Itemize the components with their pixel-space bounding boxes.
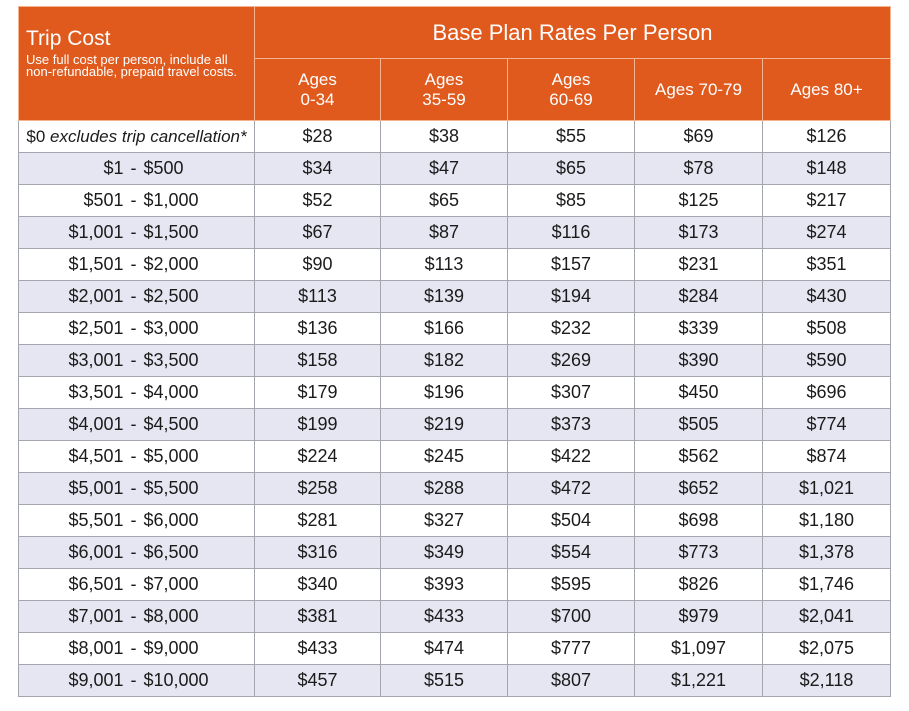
- trip-cost-note: Use full cost per person, include all non-refundable, prepaid travel costs.: [26, 52, 238, 79]
- range-separator: -: [130, 606, 137, 626]
- range-high: $6,500: [143, 542, 199, 562]
- age-column-header: Ages 60-69: [508, 59, 635, 121]
- range-high: $4,000: [143, 382, 199, 402]
- age-column-header: Ages 80+: [763, 59, 891, 121]
- trip-cost-range: [19, 222, 254, 243]
- trip-cost-cell: [19, 121, 255, 153]
- base-plan-rates-header: Base Plan Rates Per Person: [255, 7, 891, 59]
- table-row: [19, 249, 891, 281]
- rate-cell: $826: [635, 569, 763, 601]
- rate-cell: $327: [381, 505, 508, 537]
- range-high: $7,000: [143, 574, 199, 594]
- range-high: $6,000: [143, 510, 199, 530]
- rate-cell: $1,180: [763, 505, 891, 537]
- rate-cell: $194: [508, 281, 635, 313]
- trip-cost-cell: [19, 665, 255, 697]
- range-high: $3,500: [143, 350, 199, 370]
- range-low: $7,001: [68, 606, 124, 626]
- rate-cell: $199: [255, 409, 381, 441]
- range-separator: -: [130, 158, 137, 178]
- range-separator: -: [130, 318, 137, 338]
- trip-cost-range: [19, 414, 254, 435]
- rate-cell: $217: [763, 185, 891, 217]
- range-low: $5,501: [68, 510, 124, 530]
- trip-cost-cell: [19, 185, 255, 217]
- rate-cell: $34: [255, 153, 381, 185]
- rate-cell: $433: [255, 633, 381, 665]
- trip-cost-cell: [19, 281, 255, 313]
- rate-cell: $504: [508, 505, 635, 537]
- rate-cell: $158: [255, 345, 381, 377]
- rate-cell: $472: [508, 473, 635, 505]
- trip-cost-range: [19, 478, 254, 499]
- rate-cell: $316: [255, 537, 381, 569]
- rate-cell: $433: [381, 601, 508, 633]
- table-body: [19, 121, 891, 697]
- table-row: [19, 441, 891, 473]
- trip-cost-cell: [19, 313, 255, 345]
- rate-cell: $179: [255, 377, 381, 409]
- rate-cell: $1,097: [635, 633, 763, 665]
- range-separator: -: [130, 542, 137, 562]
- range-low: $8,001: [68, 638, 124, 658]
- rate-cell: $1,221: [635, 665, 763, 697]
- rate-cell: $773: [635, 537, 763, 569]
- table-row: [19, 217, 891, 249]
- rate-cell: $351: [763, 249, 891, 281]
- trip-cost-cell: [19, 441, 255, 473]
- table-row: [19, 505, 891, 537]
- rate-cell: $430: [763, 281, 891, 313]
- rate-cell: $245: [381, 441, 508, 473]
- rate-cell: $595: [508, 569, 635, 601]
- table-row: [19, 121, 891, 153]
- rate-cell: $157: [508, 249, 635, 281]
- zero-trip-cost-note: excludes trip cancellation*: [45, 126, 247, 146]
- rate-cell: $874: [763, 441, 891, 473]
- rate-cell: $562: [635, 441, 763, 473]
- range-separator: -: [130, 414, 137, 434]
- trip-cost-range: [19, 190, 254, 211]
- trip-cost-cell: [19, 249, 255, 281]
- rate-cell: $422: [508, 441, 635, 473]
- trip-cost-cell: [19, 505, 255, 537]
- rate-cell: $232: [508, 313, 635, 345]
- rate-cell: $2,041: [763, 601, 891, 633]
- range-low: $2,501: [68, 318, 124, 338]
- age-column-header: Ages 35-59: [381, 59, 508, 121]
- rate-cell: $281: [255, 505, 381, 537]
- rate-cell: $224: [255, 441, 381, 473]
- trip-cost-cell: [19, 153, 255, 185]
- range-high: $500: [143, 158, 184, 178]
- rate-cell: $700: [508, 601, 635, 633]
- table-row: [19, 665, 891, 697]
- rate-cell: $457: [255, 665, 381, 697]
- range-high: $3,000: [143, 318, 199, 338]
- range-separator: -: [130, 286, 137, 306]
- rate-cell: $274: [763, 217, 891, 249]
- rate-cell: $1,746: [763, 569, 891, 601]
- rate-cell: $393: [381, 569, 508, 601]
- range-separator: -: [130, 190, 137, 210]
- trip-cost-title: Trip Cost: [26, 27, 111, 50]
- range-low: $9,001: [68, 670, 124, 690]
- table-row: [19, 473, 891, 505]
- trip-cost-range: [19, 318, 254, 339]
- range-low: $4,501: [68, 446, 124, 466]
- rate-cell: $113: [255, 281, 381, 313]
- range-high: $10,000: [143, 670, 209, 690]
- range-high: $1,000: [143, 190, 199, 210]
- range-separator: -: [130, 670, 137, 690]
- rate-cell: $139: [381, 281, 508, 313]
- rate-cell: $590: [763, 345, 891, 377]
- trip-cost-range: [19, 286, 254, 307]
- range-high: $2,000: [143, 254, 199, 274]
- rate-cell: $125: [635, 185, 763, 217]
- range-low: $1,501: [68, 254, 124, 274]
- range-low: $3,501: [68, 382, 124, 402]
- rate-cell: $85: [508, 185, 635, 217]
- rate-cell: $90: [255, 249, 381, 281]
- rate-cell: $78: [635, 153, 763, 185]
- range-low: $1,001: [68, 222, 124, 242]
- trip-cost-cell: [19, 601, 255, 633]
- range-separator: -: [130, 478, 137, 498]
- rate-cell: $339: [635, 313, 763, 345]
- range-separator: -: [130, 574, 137, 594]
- trip-cost-range: [19, 158, 254, 179]
- range-high: $5,000: [143, 446, 199, 466]
- rate-cell: $52: [255, 185, 381, 217]
- trip-cost-cell: [19, 633, 255, 665]
- rate-cell: $390: [635, 345, 763, 377]
- table-row: [19, 409, 891, 441]
- rate-cell: $116: [508, 217, 635, 249]
- age-column-header: Ages 0-34: [255, 59, 381, 121]
- range-high: $4,500: [143, 414, 199, 434]
- rate-cell: $284: [635, 281, 763, 313]
- rate-cell: $554: [508, 537, 635, 569]
- trip-cost-header: [19, 7, 255, 121]
- range-low: $501: [83, 190, 124, 210]
- rate-cell: $38: [381, 121, 508, 153]
- rate-cell: $1,378: [763, 537, 891, 569]
- range-low: $5,001: [68, 478, 124, 498]
- rate-cell: $340: [255, 569, 381, 601]
- table-row: [19, 281, 891, 313]
- rate-cell: $28: [255, 121, 381, 153]
- range-high: $9,000: [143, 638, 199, 658]
- rate-cell: $807: [508, 665, 635, 697]
- trip-cost-range: [19, 542, 254, 563]
- range-separator: -: [130, 638, 137, 658]
- rate-cell: $979: [635, 601, 763, 633]
- rate-cell: $515: [381, 665, 508, 697]
- range-low: $2,001: [68, 286, 124, 306]
- range-low: $1: [103, 158, 124, 178]
- rate-cell: $381: [255, 601, 381, 633]
- rate-cell: $474: [381, 633, 508, 665]
- table-row: [19, 569, 891, 601]
- rate-cell: $450: [635, 377, 763, 409]
- rate-cell: $652: [635, 473, 763, 505]
- range-high: $1,500: [143, 222, 199, 242]
- table-row: [19, 377, 891, 409]
- range-separator: -: [130, 254, 137, 274]
- trip-cost-cell: [19, 377, 255, 409]
- rate-cell: $196: [381, 377, 508, 409]
- age-column-header: Ages 70-79: [635, 59, 763, 121]
- rate-cell: $182: [381, 345, 508, 377]
- trip-cost-cell: [19, 409, 255, 441]
- range-high: $2,500: [143, 286, 199, 306]
- rate-cell: $258: [255, 473, 381, 505]
- zero-trip-cost: $0: [26, 126, 46, 146]
- trip-cost-cell: [19, 569, 255, 601]
- rate-cell: $55: [508, 121, 635, 153]
- range-low: $6,501: [68, 574, 124, 594]
- rate-cell: $777: [508, 633, 635, 665]
- range-high: $5,500: [143, 478, 199, 498]
- rate-cell: $288: [381, 473, 508, 505]
- trip-cost-cell: [19, 473, 255, 505]
- table-row: [19, 153, 891, 185]
- rate-cell: $87: [381, 217, 508, 249]
- table-row: [19, 537, 891, 569]
- trip-cost-range: [19, 254, 254, 275]
- trip-cost-range: [19, 350, 254, 371]
- rate-cell: $148: [763, 153, 891, 185]
- trip-cost-range: [19, 446, 254, 467]
- trip-cost-cell: [19, 217, 255, 249]
- rate-cell: $2,118: [763, 665, 891, 697]
- rate-cell: $2,075: [763, 633, 891, 665]
- range-separator: -: [130, 382, 137, 402]
- range-low: $4,001: [68, 414, 124, 434]
- trip-cost-range: [19, 606, 254, 627]
- table-header: [19, 7, 891, 121]
- trip-cost-range: [19, 638, 254, 659]
- range-separator: -: [130, 510, 137, 530]
- rate-cell: $508: [763, 313, 891, 345]
- table-row: [19, 633, 891, 665]
- range-low: $3,001: [68, 350, 124, 370]
- rate-cell: $173: [635, 217, 763, 249]
- trip-cost-range: [19, 574, 254, 595]
- rate-cell: $136: [255, 313, 381, 345]
- rate-table-container: [18, 6, 890, 697]
- rate-cell: $373: [508, 409, 635, 441]
- rate-cell: $774: [763, 409, 891, 441]
- range-separator: -: [130, 222, 137, 242]
- rate-cell: $69: [635, 121, 763, 153]
- range-separator: -: [130, 350, 137, 370]
- rate-cell: $696: [763, 377, 891, 409]
- trip-cost-range: [19, 670, 254, 691]
- rate-cell: $113: [381, 249, 508, 281]
- table-row: [19, 601, 891, 633]
- range-separator: -: [130, 446, 137, 466]
- rate-cell: $698: [635, 505, 763, 537]
- rate-cell: $65: [508, 153, 635, 185]
- rate-cell: $126: [763, 121, 891, 153]
- table-row: [19, 185, 891, 217]
- rate-cell: $67: [255, 217, 381, 249]
- rate-cell: $1,021: [763, 473, 891, 505]
- rate-cell: $269: [508, 345, 635, 377]
- rate-cell: $231: [635, 249, 763, 281]
- rate-table: [18, 6, 891, 697]
- rate-cell: $505: [635, 409, 763, 441]
- rate-cell: $65: [381, 185, 508, 217]
- rate-cell: $47: [381, 153, 508, 185]
- rate-cell: $307: [508, 377, 635, 409]
- trip-cost-cell: [19, 345, 255, 377]
- table-row: [19, 313, 891, 345]
- trip-cost-range: [19, 382, 254, 403]
- rate-cell: $166: [381, 313, 508, 345]
- range-high: $8,000: [143, 606, 199, 626]
- trip-cost-range: [19, 510, 254, 531]
- table-row: [19, 345, 891, 377]
- range-low: $6,001: [68, 542, 124, 562]
- trip-cost-cell: [19, 537, 255, 569]
- rate-cell: $219: [381, 409, 508, 441]
- rate-cell: $349: [381, 537, 508, 569]
